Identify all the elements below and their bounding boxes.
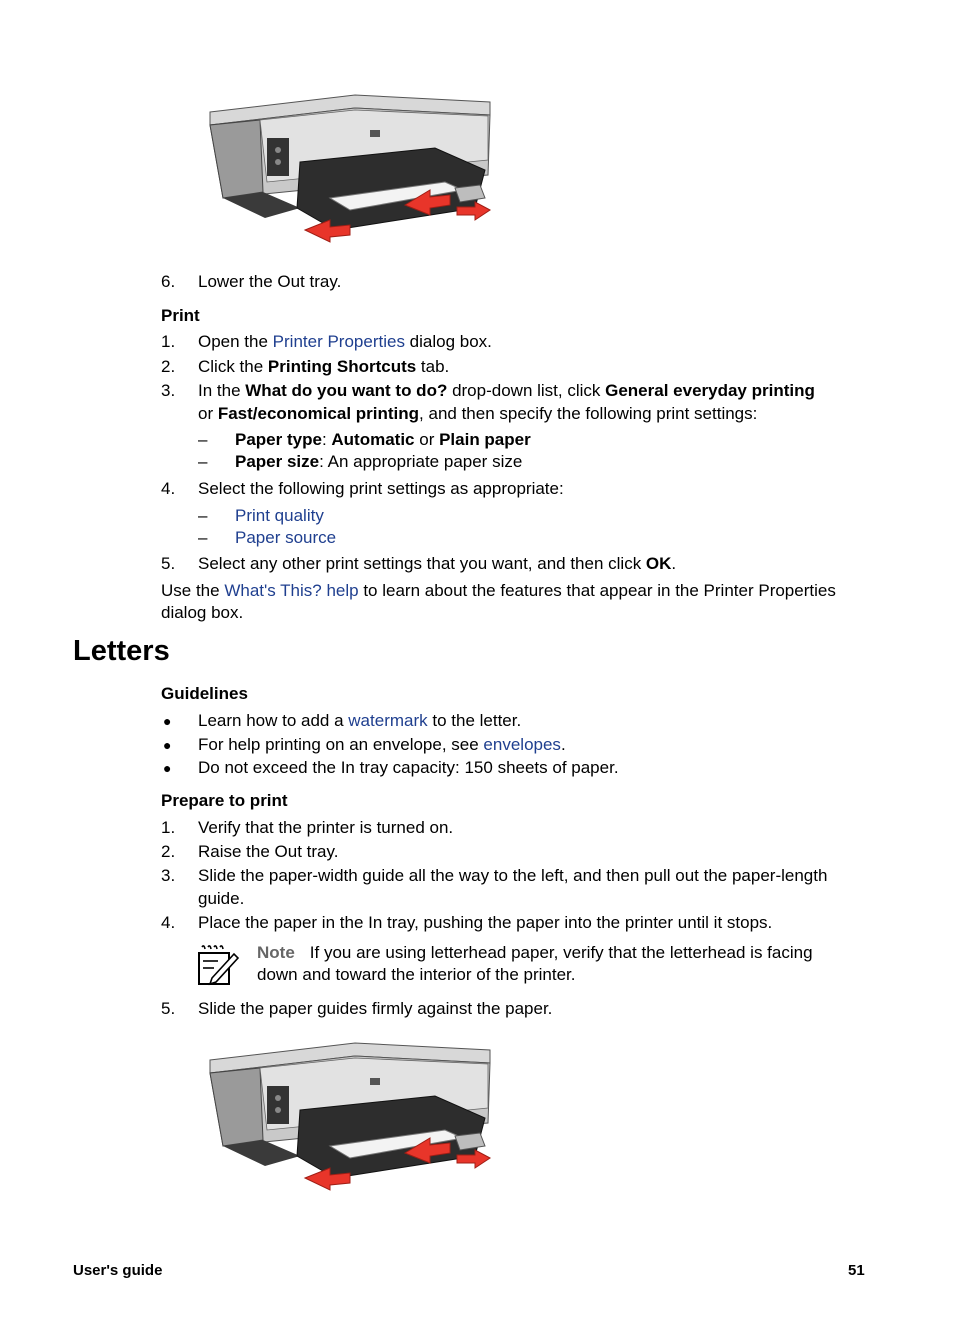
sub-item: Paper type: Automatic or Plain paper bbox=[235, 430, 531, 449]
dash-marker: – bbox=[198, 452, 208, 471]
step-text: Slide the paper guides firmly against the paper. bbox=[198, 999, 553, 1018]
watermark-link[interactable]: watermark bbox=[348, 711, 428, 730]
footer-title: User's guide bbox=[73, 1262, 163, 1279]
step-number: 4. bbox=[161, 479, 176, 498]
bullet-marker: ● bbox=[163, 713, 172, 729]
step-text: Select any other print settings that you want, and then click OK. bbox=[198, 554, 677, 573]
step-number: 5. bbox=[161, 999, 176, 1018]
envelopes-link[interactable]: envelopes bbox=[483, 735, 561, 754]
dash-marker: – bbox=[198, 528, 208, 547]
step-number: 2. bbox=[161, 357, 176, 376]
bullet-marker: ● bbox=[163, 760, 172, 776]
paper-source-link[interactable]: Paper source bbox=[235, 528, 337, 547]
step-number: 3. bbox=[161, 866, 176, 885]
print-quality-link[interactable]: Print quality bbox=[235, 506, 324, 525]
step-number: 1. bbox=[161, 332, 176, 351]
note-text-continued: down and toward the interior of the printer. bbox=[257, 965, 576, 984]
dash-marker: – bbox=[198, 430, 208, 449]
step-text: Lower the Out tray. bbox=[198, 272, 342, 291]
step-text-continued: or Fast/economical printing, and then specify the following print settings: bbox=[198, 404, 758, 423]
step-number: 1. bbox=[161, 818, 176, 837]
note-label: Note bbox=[257, 943, 295, 962]
step-text: In the What do you want to do? drop-down list, click General everyday printing bbox=[198, 381, 815, 400]
step-number: 5. bbox=[161, 554, 176, 573]
bullet-item: Learn how to add a watermark to the letter. bbox=[198, 711, 522, 730]
dash-marker: – bbox=[198, 506, 208, 525]
step-text-continued: guide. bbox=[198, 889, 245, 908]
printer-illustration-bottom bbox=[205, 1038, 520, 1193]
bullet-item: For help printing on an envelope, see envelopes. bbox=[198, 735, 566, 754]
step-text: Raise the Out tray. bbox=[198, 842, 339, 861]
step-text: Place the paper in the In tray, pushing the paper into the printer until it stops. bbox=[198, 913, 773, 932]
printer-properties-link[interactable]: Printer Properties bbox=[272, 332, 405, 351]
step-text: Click the Printing Shortcuts tab. bbox=[198, 357, 450, 376]
note-text: Note If you are using letterhead paper, verify that the letterhead is facing bbox=[257, 943, 813, 962]
sub-item: Paper size: An appropriate paper size bbox=[235, 452, 523, 471]
step-number: 6. bbox=[161, 272, 176, 291]
bullet-marker: ● bbox=[163, 737, 172, 753]
note-icon bbox=[196, 944, 240, 986]
step-number: 4. bbox=[161, 913, 176, 932]
step-text: Open the Printer Properties dialog box. bbox=[198, 332, 492, 351]
help-paragraph: Use the What's This? help to learn about the features that appear in the Printer Properties bbox=[161, 581, 836, 600]
step-number: 3. bbox=[161, 381, 176, 400]
printer-illustration-top bbox=[205, 90, 520, 245]
guidelines-heading: Guidelines bbox=[161, 684, 248, 703]
bullet-item: Do not exceed the In tray capacity: 150 sheets of paper. bbox=[198, 758, 619, 777]
help-paragraph-continued: dialog box. bbox=[161, 603, 244, 622]
page-number: 51 bbox=[848, 1262, 865, 1279]
whats-this-help-link[interactable]: What's This? help bbox=[224, 581, 359, 600]
step-text: Select the following print settings as appropriate: bbox=[198, 479, 564, 498]
prepare-heading: Prepare to print bbox=[161, 791, 288, 810]
print-heading: Print bbox=[161, 306, 200, 325]
step-text: Verify that the printer is turned on. bbox=[198, 818, 454, 837]
step-text: Slide the paper-width guide all the way to the left, and then pull out the paper-length bbox=[198, 866, 828, 885]
letters-title: Letters bbox=[73, 635, 170, 667]
step-number: 2. bbox=[161, 842, 176, 861]
